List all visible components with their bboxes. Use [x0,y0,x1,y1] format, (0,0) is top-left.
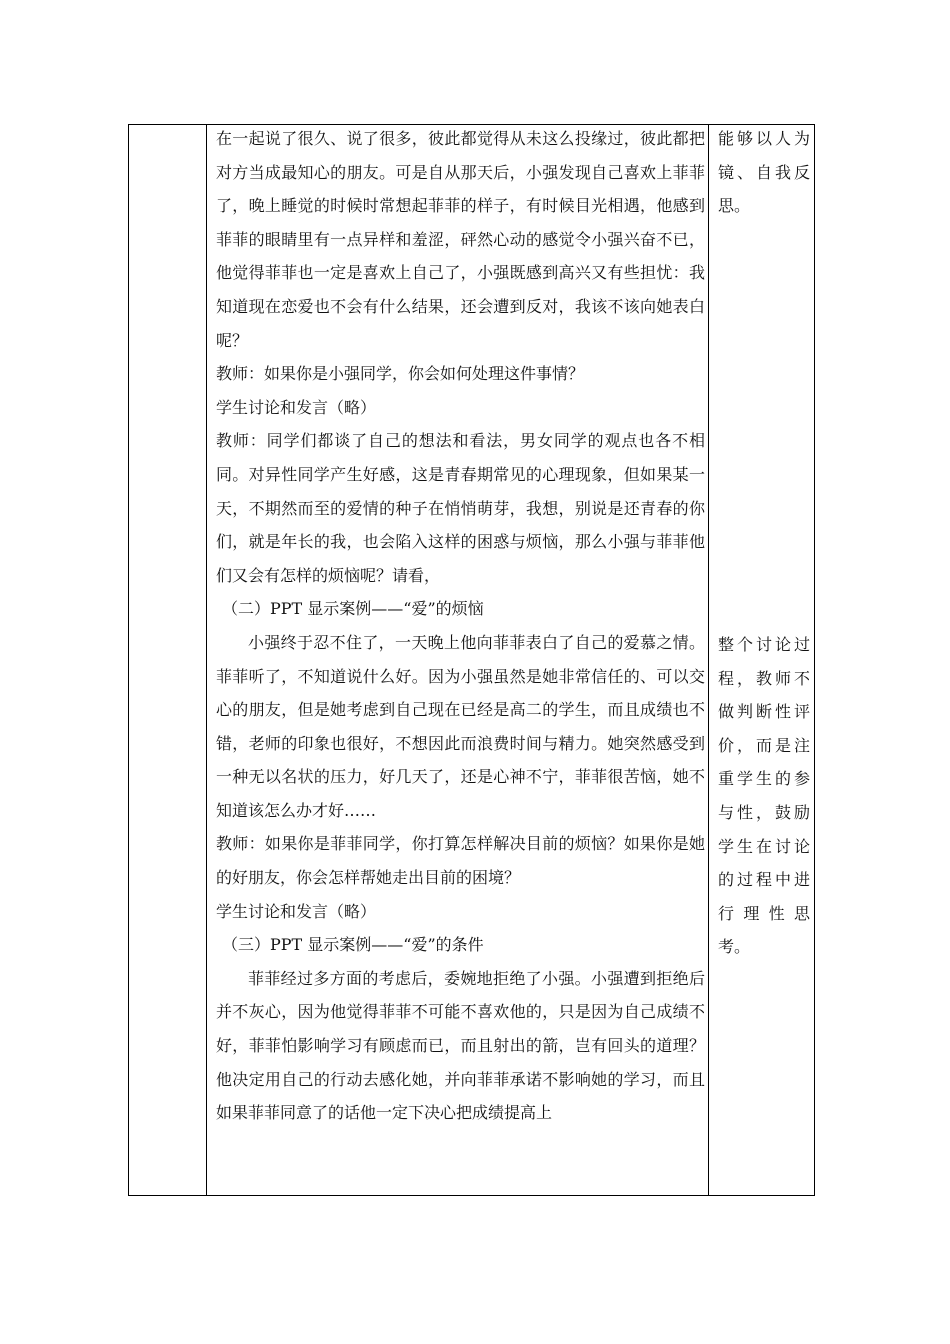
case-paragraph-2: 小强终于忍不住了，一天晚上他向菲菲表白了自己的爱慕之情。菲菲听了，不知道说什么好。因为小强虽然是她非常信任的、可以交心的朋友，但是她考虑到自己现在已经是高二的学生，而且成绩也不错，老师的印象也很好，不想因此而浪费时间与精力。她突然感受到一种无以名状的压力，好几天了，还是心神不宁，菲菲很苦恼，她不知道该怎么办才好…… [216,632,705,820]
teaching-process-cell [216,122,705,1130]
column-divider-1 [206,125,207,1195]
section-heading-3: （三）PPT 显示案例——“爱”的条件 [222,935,484,955]
column-divider-2 [708,125,709,1195]
lesson-plan-table [128,124,815,1196]
teacher-question-2: 教师：如果你是菲菲同学，你打算怎样解决目前的烦恼？如果你是她的好朋友，你会怎样帮她走出目前的困境？ [216,834,705,888]
design-intent-note-1: 能够以人为镜、自我反思。 [718,129,810,216]
design-intent-note-2: 整个讨论过程，教师不做判断性评价，而是注重学生的参与性，鼓励学生在讨论的过程中进行理性思考。 [718,635,810,957]
student-discussion-2: 学生讨论和发言（略） [216,901,377,921]
story-paragraph: 在一起说了很久、说了很多，彼此都觉得从未这么投缘过，彼此都把对方当成最知心的朋友。可是自从那天后，小强发现自己喜欢上菲菲了，晚上睡觉的时候时常想起菲菲的样子，有时候目光相遇，他感到菲菲的眼睛里有一点异样和羞涩，砰然心动的感觉令小强兴奋不已，他觉得菲菲也一定是喜欢上自己了，小强既感到高兴又有些担忧：我知道现在恋爱也不会有什么结果，还会遭到反对，我该不该向她表白呢？ [216,129,705,350]
case-paragraph-3: 菲菲经过多方面的考虑后，委婉地拒绝了小强。小强遭到拒绝后并不灰心，因为他觉得菲菲不可能不喜欢他的，只是因为自己成绩不好，菲菲怕影响学习有顾虑而已，而且射出的箭，岂有回头的道理？他决定用自己的行动去感化她，并向菲菲承诺不影响她的学习，而且如果菲菲同意了的话他一定下决心把成绩提高上 [216,968,705,1123]
section-heading-2: （二）PPT 显示案例——“爱”的烦恼 [222,599,484,619]
student-discussion: 学生讨论和发言（略） [216,397,377,417]
teacher-question: 教师：如果你是小强同学，你会如何处理这件事情？ [216,364,585,384]
teacher-summary: 教师：同学们都谈了自己的想法和看法，男女同学的观点也各不相同。对异性同学产生好感，这是青春期常见的心理现象，但如果某一天，不期然而至的爱情的种子在悄悄萌芽，我想，别说是还青春的你们，就是年长的我，也会陷入这样的困惑与烦恼，那么小强与菲菲他们又会有怎样的烦恼呢？请看， [216,431,705,585]
